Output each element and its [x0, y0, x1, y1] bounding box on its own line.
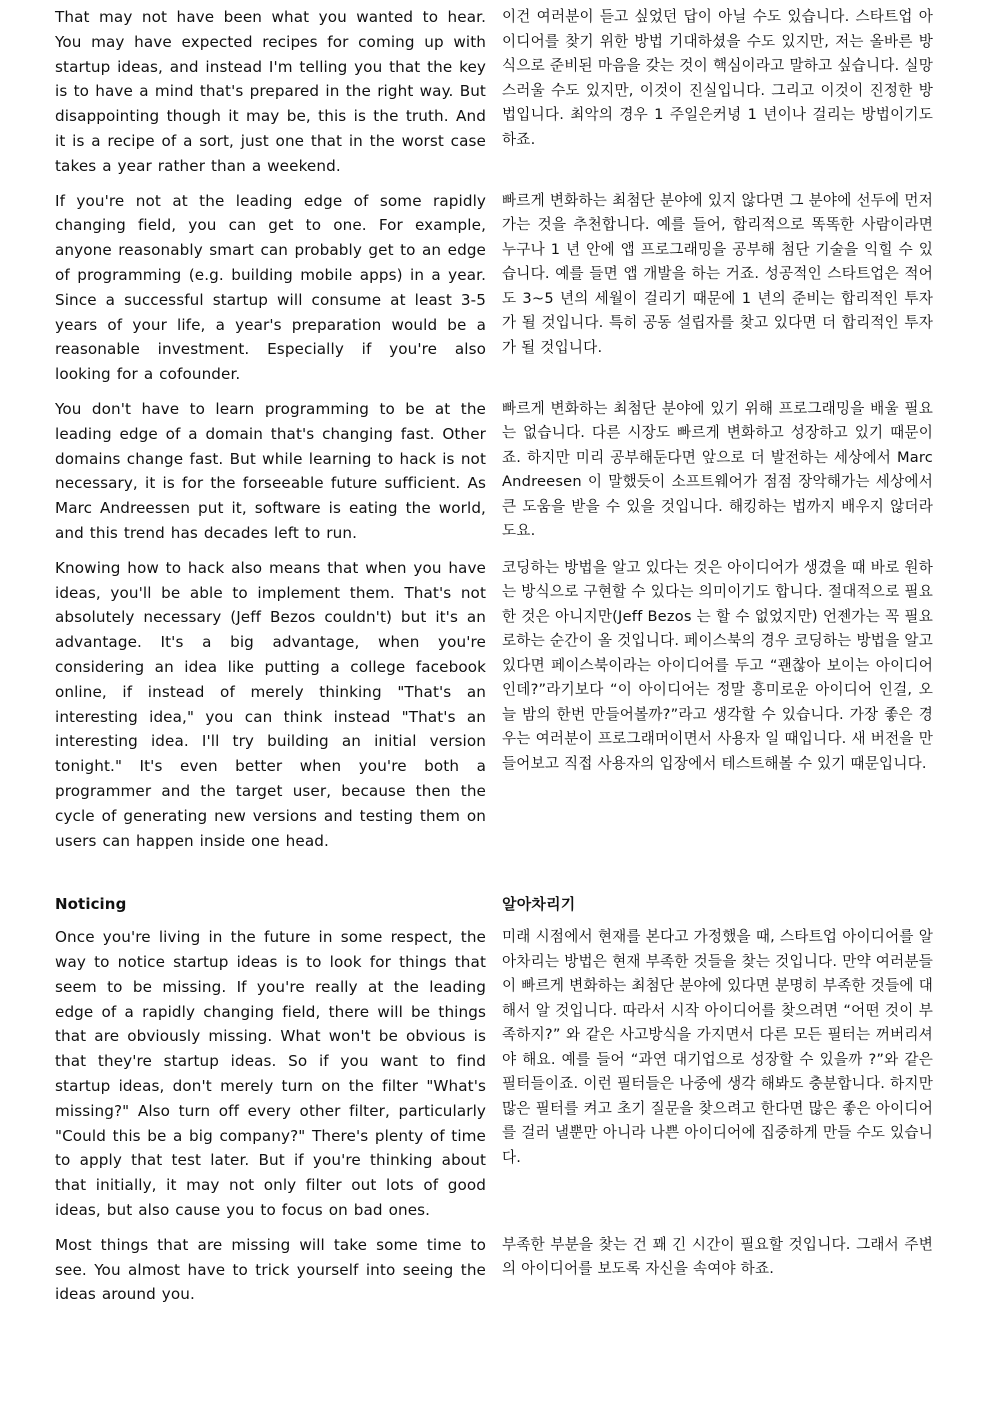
paragraph-row: [55, 556, 933, 854]
section-heading-row: [55, 893, 933, 915]
paragraph-row: [55, 1233, 933, 1307]
paragraph-row: [55, 925, 933, 1223]
bilingual-document: [55, 5, 933, 1307]
korean-paragraph: 빠르게 변화하는 최첨단 분야에 있지 않다면 그 분야에 선두에 먼저 가는 것을 추천합니다. 예를 들어, 합리적으로 똑똑한 사람이라면 누구나 1 년 안에 앱 프로그래밍을 공부해 첨단 기술을 익힐 수 있습니다. 예를 들면 앱 개발을 하는 거죠. 성공적인 스타트업은 적어도 3~5 년의 세월이 걸리기 때문에 1 년의 준비는 합리적인 투자가 될 것입니다. 특히 공동 설립자를 찾고 있다면 더 합리적인 투자가 될 것입니다.: [502, 191, 933, 356]
korean-paragraph: 코딩하는 방법을 알고 있다는 것은 아이디어가 생겼을 때 바로 원하는 방식으로 구현할 수 있다는 의미이기도 합니다. 절대적으로 필요한 것은 아니지만(Jeff Bezos 는 할 수 없었지만) 언젠가는 꼭 필요로하는 순간이 올 것입니다. 페이스북의 경우 코딩하는 방법을 알고 있다면 페이스북이라는 아이디어를 두고 “괜찮아 보이는 아이디어인데?”라기보다 “이 아이디어는 정말 흥미로운 아이디어 인걸, 오늘 밤의 한번 만들어볼까?”라고 생각할 수 있습니다. 가장 좋은 경우는 여러분이 프로그래머이면서 사용자 일 때입니다. 새 버전을 만들어보고 직접 사용자의 입장에서 테스트해볼 수 있기 때문입니다.: [502, 558, 933, 772]
english-paragraph: Once you're living in the future in some respect, the way to notice startup ideas is to look for things that seem to be missing. If you're really at the leading edge of a rapidly changing field, there will be things that are obviously missing. What won't be obvious is that they're startup ideas. So if you want to find startup ideas, don't merely turn on the filter "What's missing?" Also turn off every other filter, particularly "Could this be a big company?" There's plenty of time to apply that test later. But if you're thinking about that initially, it may not only filter out lots of good ideas, but also cause you to focus on bad ones.: [55, 928, 486, 1220]
section-heading-korean: 알아차리기: [502, 895, 576, 914]
section-heading-english: Noticing: [55, 895, 127, 914]
paragraph-row: [55, 5, 933, 179]
korean-paragraph: 부족한 부분을 찾는 건 꽤 긴 시간이 필요할 것입니다. 그래서 주변의 아이디어를 보도록 자신을 속여야 하죠.: [502, 1235, 933, 1278]
english-paragraph: You don't have to learn programming to be at the leading edge of a domain that's changing fast. Other domains change fast. But while learning to hack is not necessary, it is for the forseeable future sufficient. As Marc Andreessen put it, software is eating the world, and this trend has decades left to run.: [55, 399, 486, 542]
english-paragraph: If you're not at the leading edge of some rapidly changing field, you can get to one. For example, anyone reasonably smart can probably get to an edge of programming (e.g. building mobile apps) in a year. Since a successful startup will consume at least 3-5 years of your life, a year's preparation would be a reasonable investment. Especially if you're also looking for a cofounder.: [55, 191, 486, 384]
paragraph-row: [55, 397, 933, 546]
korean-paragraph: 빠르게 변화하는 최첨단 분야에 있기 위해 프로그래밍을 배울 필요는 없습니다. 다른 시장도 빠르게 변화하고 성장하고 있기 때문이죠. 하지만 미리 공부해둔다면 앞으로 더 발전하는 세상에서 Marc Andreesen 이 말했듯이 소프트웨어가 점점 장악해가는 세상에서 큰 도움을 받을 수 있을 것입니다. 해킹하는 법까지 배우지 않더라도요.: [502, 399, 933, 540]
paragraph-row: [55, 189, 933, 387]
korean-paragraph: 미래 시점에서 현재를 본다고 가정했을 때, 스타트업 아이디어를 알아차리는 방법은 현재 부족한 것들을 찾는 것입니다. 만약 여러분들이 빠르게 변화하는 최첨단 분야에 있다면 분명히 부족한 것들에 대해서 알 것입니다. 따라서 시작 아이디어를 찾으려면 “어떤 것이 부족하지?” 와 같은 사고방식을 가지면서 다른 모든 필터는 꺼버리셔야 해요. 예를 들어 “과연 대기업으로 성장할 수 있을까 ?”와 같은 필터들이죠. 이런 필터들은 나중에 생각 해봐도 충분합니다. 하지만 많은 필터를 켜고 초기 질문을 찾으려고 한다면 많은 좋은 아이디어를 걸러 낼뿐만 아니라 나쁜 아이디어에 집중하게 만들 수도 있습니다.: [502, 928, 933, 1166]
english-paragraph: Knowing how to hack also means that when you have ideas, you'll be able to implement them. That's not absolutely necessary (Jeff Bezos couldn't) but it's an advantage. It's a big advantage, when you're considering an idea like putting a college facebook online, if instead of merely thinking "That's an interesting idea," you can think instead "That's an interesting idea. I'll try building an initial version tonight." It's even better when you're both a programmer and the target user, because then the cycle of generating new versions and testing them on users can happen inside one head.: [55, 558, 486, 850]
korean-paragraph: 이건 여러분이 듣고 싶었던 답이 아닐 수도 있습니다. 스타트업 아이디어를 찾기 위한 방법 기대하셨을 수도 있지만, 저는 올바른 방식으로 준비된 마음을 갖는 것이 핵심이라고 말하고 싶습니다. 실망스러울 수도 있지만, 이것이 진실입니다. 그리고 이것이 진정한 방법입니다. 최악의 경우 1 주일은커녕 1 년이나 걸리는 방법이기도 하죠.: [502, 8, 933, 148]
english-paragraph: Most things that are missing will take some time to see. You almost have to trick yourself into seeing the ideas around you.: [55, 1235, 486, 1304]
english-paragraph: That may not have been what you wanted to hear. You may have expected recipes for coming up with startup ideas, and instead I'm telling you that the key is to have a mind that's prepared in the right way. But disappointing though it may be, this is the truth. And it is a recipe of a sort, just one that in the worst case takes a year rather than a weekend.: [55, 8, 486, 175]
